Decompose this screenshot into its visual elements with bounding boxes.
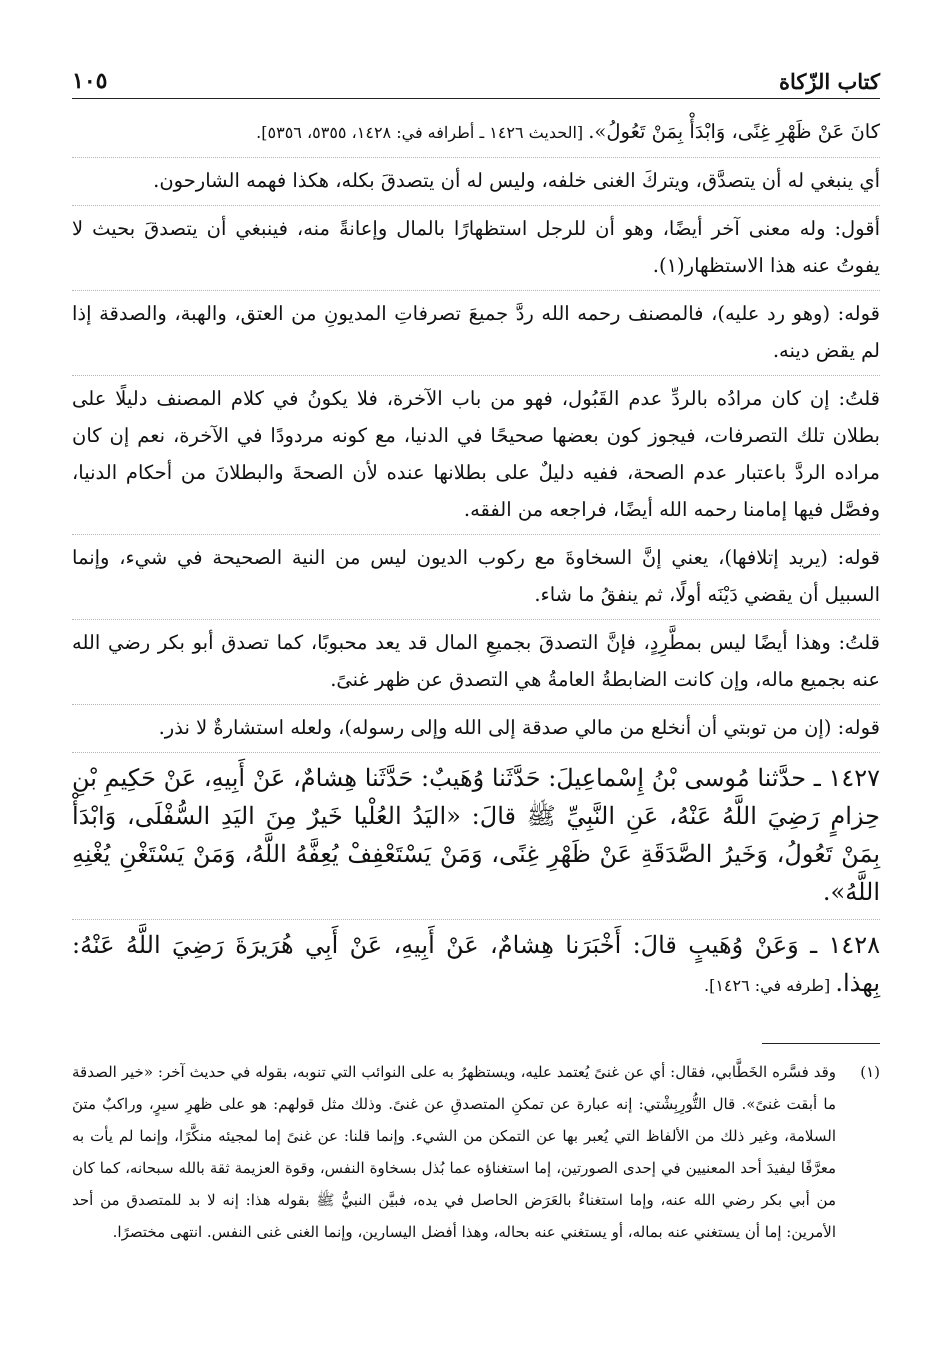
hadith-ending-text: كانَ عَنْ ظَهْرِ غِنًى، وَابْدَأْ بِمَنْ تَعُولُ». xyxy=(588,120,880,143)
footnote xyxy=(72,1056,880,1248)
commentary-paragraph: أي ينبغي له أن يتصدَّق، ويتركَ الغنى خلفه، وليس له أن يتصدقَ بكله، هكذا فهمه الشارحون. xyxy=(72,158,880,206)
hadith-text: ١٤٢٨ ـ وَعَنْ وُهَيبٍ قالَ: أَخْبَرَنا هِشامٌ، عَنْ أَبِيهِ، عَنْ أَبِي هُرَيرَةَ رَضِيَ اللَّهُ عَنْهُ: بِهذا. xyxy=(72,931,880,997)
commentary-paragraph: أقول: وله معنى آخر أيضًا، وهو أن للرجل استظهارًا بالمال وإعانةً منه، فينبغي أن يتصدقَ بحيث لا يفوتُ عنه هذا الاستظهار(١). xyxy=(72,206,880,291)
page-number: ١٠٥ xyxy=(72,68,108,94)
footnote-marker: (١) xyxy=(860,1063,880,1081)
page-header xyxy=(72,50,880,99)
running-title: كتاب الزّكاة xyxy=(778,69,880,94)
hadith-text: ١٤٢٧ ـ حدَّثنا مُوسى بْنُ إِسْماعِيلَ: حَدَّثَنا وُهَيبٌ: حَدَّثَنا هِشامٌ، عَنْ أَبِيهِ، عَنْ حَكِيمِ بْنِ حِزامٍ رَضِيَ اللَّهُ عَنْهُ، عَنِ النَّبِيِّ ﷺ قالَ: «اليَدُ العُلْيا خَيرٌ مِنَ اليَدِ السُّفْلَى، وَابْدَأْ بِمَنْ تَعُولُ، وَخَيرُ الصَّدَقَةِ عَنْ ظَهْرِ غِنًى، وَمَنْ يَسْتَعْفِفْ يُعِفَّهُ اللَّهُ، وَمَنْ يَسْتَغْنِ يُغْنِهِ اللَّهُ». xyxy=(72,764,880,906)
hadith-1428 xyxy=(72,920,880,1013)
commentary-paragraph: قلتُ: إن كان مرادُه بالردِّ عدم القَبُول، فهو من باب الآخرة، فلا يكونُ في كلام المصنف دليلًا على بطلان تلك التصرفات، فيجوز كون بعضها صحيحًا في الدنيا، مع كونه مردودًا في الآخرة، نعم إن كان مراده الردَّ باعتبار عدم الصحة، ففيه دليلٌ على بطلانها عنده لأن الصحةَ والبطلانَ من أحكام الدنيا، وفصَّل فيها إمامنا رحمه الله أيضًا، فراجعه من الفقه. xyxy=(72,376,880,535)
footnote-separator xyxy=(762,1043,880,1044)
book-page xyxy=(72,50,880,1248)
commentary-paragraph: قوله: (إن من توبتي أن أنخلع من مالي صدقة إلى الله وإلى رسوله)، ولعله استشارةٌ لا نذر. xyxy=(72,705,880,753)
footnote-text: وقد فسَّره الخَطَّابي، فقال: أي عن غنىً يُعتمد عليه، ويستظهرُ به على النوائب التي تنوبه، بقوله في حديث آخر: «خير الصدقة ما أبقت غنىً». قال التُّورِبِشْتي: إنه عبارة عن تمكنِ المتصدقِ عن غنىً. وذلك مثل قولهم: هو على ظهرِ سيرٍ، وراكبٌ متنَ السلامة، وغير ذلك من الألفاظ التي يُعبر بها عن التمكن من الشيء. وإنما قلنا: عن غنىً إما لمجيئه منكَّرًا، وإنما لم يأت به معرَّفًا ليفيدَ أحد المعنيين في إحدى الصورتين، إما استغناؤه عما بُذل بسخاوة النفس، وقوة العزيمة ثقة بالله سبحانه، كما كان من أبي بكر رضي الله عنه، وإما استغناءٌ بالعَرَض الحاصل في يده، فبيَّن النبيُّ ﷺ بقوله هذا: إنه لا بد للمتصدق من أحد الأمرين: إما أن يستغني عنه بماله، أو يستغني عنه بحاله، وهذا أفضل اليسارين، وإنما الغنى غنى النفس. انتهى مختصرًا. xyxy=(72,1063,836,1241)
commentary-paragraph: قوله: (وهو رد عليه)، فالمصنف رحمه الله ردَّ جميعَ تصرفاتِ المديونِ من العتق، والهبة، والصدقة إذا لم يقض دينه. xyxy=(72,291,880,376)
commentary-paragraph: قلتُ: وهذا أيضًا ليس بمطَّرِدٍ، فإنَّ التصدقَ بجميعِ المال قد يعد محبوبًا، كما تصدق أبو بكر رضي الله عنه بجميع ماله، وإن كانت الضابطةُ العامةُ هي التصدق عن ظهر غنىً. xyxy=(72,620,880,705)
commentary-paragraph xyxy=(72,109,880,158)
commentary-paragraph: قوله: (يريد إتلافها)، يعني إنَّ السخاوةَ مع ركوب الديون ليس من النية الصحيحة في شيء، وإنما السبيل أن يقضي دَيْنَه أولًا، ثم ينفقُ ما شاء. xyxy=(72,535,880,620)
hadith-1427 xyxy=(72,753,880,920)
main-text xyxy=(72,109,880,1013)
hadith-reference: [طرفه في: ١٤٢٦]. xyxy=(703,976,836,995)
hadith-reference: [الحديث ١٤٢٦ ـ أطرافه في: ١٤٢٨، ٥٣٥٥، ٥٣٥٦]. xyxy=(256,123,589,142)
